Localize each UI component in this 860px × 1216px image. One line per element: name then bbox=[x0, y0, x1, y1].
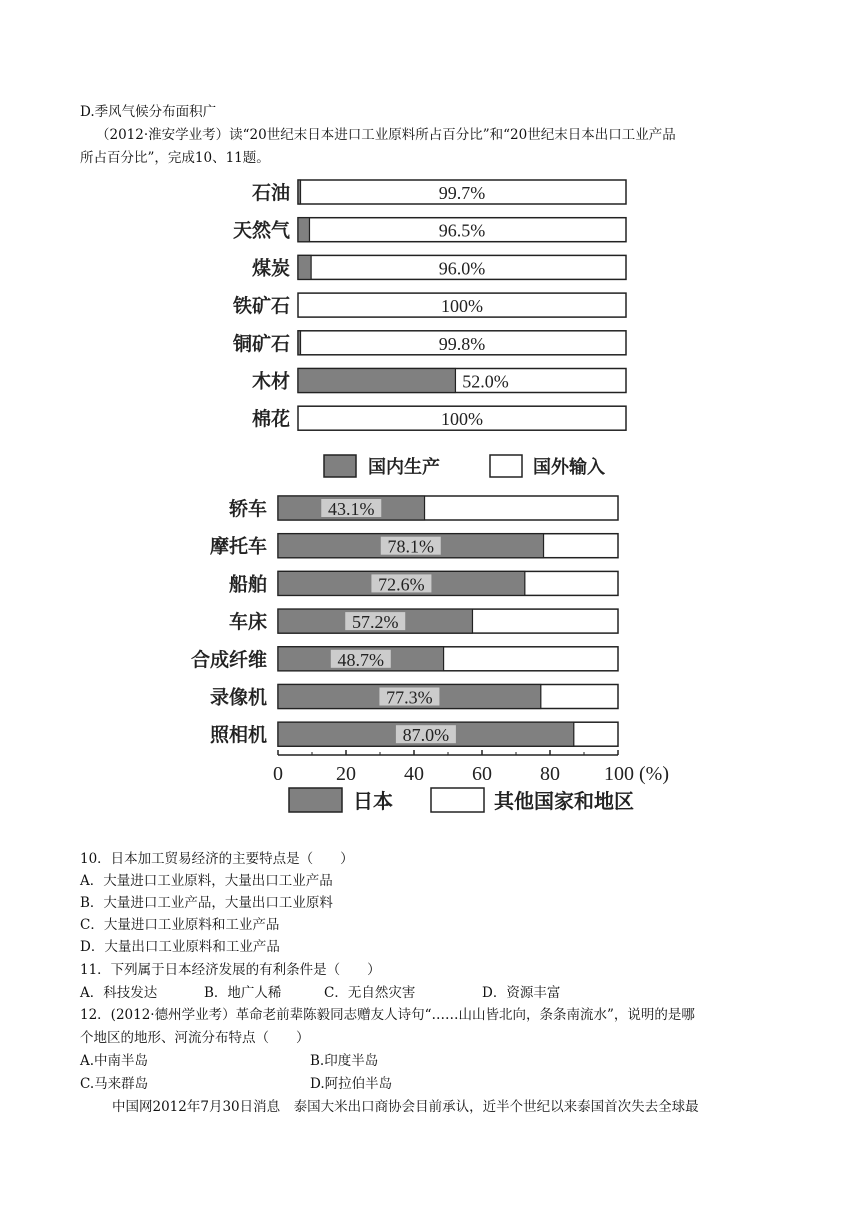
question-11: 11．下列属于日本经济发展的有利条件是（ ） bbox=[80, 962, 381, 978]
question-10-option-c: C．大量进口工业原料和工业产品 bbox=[80, 917, 280, 933]
category-label: 摩托车 bbox=[209, 535, 267, 558]
question-11-option-a: A．科技发达 bbox=[80, 985, 158, 1001]
question-12-line2: 个地区的地形、河流分布特点（ ） bbox=[80, 1030, 310, 1046]
question-intro-line2: 所占百分比”，完成10、11题。 bbox=[80, 150, 270, 166]
option-d-text: D.季风气候分布面积广 bbox=[80, 104, 217, 120]
question-11-option-d: D．资源丰富 bbox=[482, 985, 561, 1001]
legend-swatch-imported bbox=[490, 455, 522, 477]
x-tick-label: 60 bbox=[472, 763, 492, 785]
category-label: 合成纤维 bbox=[190, 648, 267, 671]
data-label: 100% bbox=[441, 296, 483, 317]
x-tick-label: 100 (%) bbox=[604, 763, 669, 785]
x-tick-label: 20 bbox=[336, 763, 356, 785]
legend-label-other: 其他国家和地区 bbox=[494, 789, 634, 813]
bar-domestic bbox=[298, 218, 309, 242]
question-10-option-a: A．大量进口工业原料，大量出口工业产品 bbox=[80, 873, 333, 889]
question-11-option-b: B．地广人稀 bbox=[204, 985, 282, 1001]
category-label: 石油 bbox=[251, 182, 290, 204]
question-12-option-c: C.马来群岛 bbox=[80, 1076, 149, 1092]
legend-label-japan: 日本 bbox=[353, 789, 393, 813]
category-label: 铜矿石 bbox=[232, 332, 290, 355]
x-tick-label: 40 bbox=[404, 763, 424, 785]
data-label: 99.7% bbox=[438, 183, 486, 203]
bar-domestic bbox=[298, 255, 311, 279]
legend-swatch-domestic bbox=[324, 455, 356, 477]
data-label: 87.0% bbox=[402, 725, 450, 746]
legend-swatch-other bbox=[431, 788, 484, 812]
data-label: 77.3% bbox=[386, 687, 433, 708]
data-label: 99.8% bbox=[438, 333, 486, 354]
bar-domestic bbox=[298, 180, 301, 204]
legend-label-imported: 国外输入 bbox=[533, 457, 605, 478]
bar-domestic bbox=[298, 369, 455, 393]
data-label: 100% bbox=[441, 409, 483, 430]
question-10-option-b: B．大量进口工业产品，大量出口工业原料 bbox=[80, 895, 333, 911]
data-label: 96.0% bbox=[438, 258, 486, 279]
data-label: 78.1% bbox=[387, 536, 435, 557]
legend-label-domestic: 国内生产 bbox=[368, 457, 440, 478]
news-paragraph: 中国网2012年7月30日消息 泰国大米出口商协会目前承认，近半个世纪以来泰国首次失去全球最 bbox=[112, 1099, 699, 1115]
data-label: 57.2% bbox=[351, 612, 399, 633]
data-label: 52.0% bbox=[462, 371, 509, 392]
category-label: 照相机 bbox=[209, 724, 267, 747]
question-12-option-d: D.阿拉伯半岛 bbox=[310, 1076, 393, 1092]
category-label: 煤炭 bbox=[251, 257, 290, 280]
question-12-option-a: A.中南半岛 bbox=[80, 1053, 149, 1069]
question-11-option-c: C．无自然灾害 bbox=[324, 985, 416, 1001]
question-12-option-b: B.印度半岛 bbox=[310, 1053, 379, 1069]
question-intro-line1: （2012·淮安学业考）读“20世纪末日本进口工业原料所占百分比”和“20世纪末日本出口工业产品 bbox=[96, 127, 676, 143]
category-label: 录像机 bbox=[209, 686, 267, 709]
x-tick-label: 0 bbox=[273, 763, 283, 785]
question-10-option-d: D．大量出口工业原料和工业产品 bbox=[80, 939, 280, 955]
question-10: 10．日本加工贸易经济的主要特点是（ ） bbox=[80, 851, 354, 867]
category-label: 棉花 bbox=[251, 408, 290, 431]
category-label: 天然气 bbox=[232, 219, 290, 242]
import-raw-materials-chart bbox=[232, 180, 626, 478]
category-label: 车床 bbox=[228, 611, 267, 634]
data-label: 72.6% bbox=[378, 574, 425, 595]
category-label: 木材 bbox=[251, 370, 290, 393]
question-12-line1: 12．(2012·德州学业考）革命老前辈陈毅同志赠友人诗句“……山山皆北向，条条南流水”，说明的是哪 bbox=[80, 1007, 695, 1023]
data-label: 96.5% bbox=[438, 220, 486, 241]
legend-swatch-japan bbox=[289, 788, 342, 812]
category-label: 轿车 bbox=[228, 498, 267, 520]
export-industrial-products-chart bbox=[191, 496, 669, 813]
bar-domestic bbox=[298, 331, 301, 355]
category-label: 铁矿石 bbox=[232, 295, 290, 318]
x-tick-label: 80 bbox=[540, 763, 560, 785]
data-label: 48.7% bbox=[337, 649, 385, 670]
data-label: 43.1% bbox=[328, 499, 375, 519]
category-label: 船舶 bbox=[228, 573, 267, 596]
